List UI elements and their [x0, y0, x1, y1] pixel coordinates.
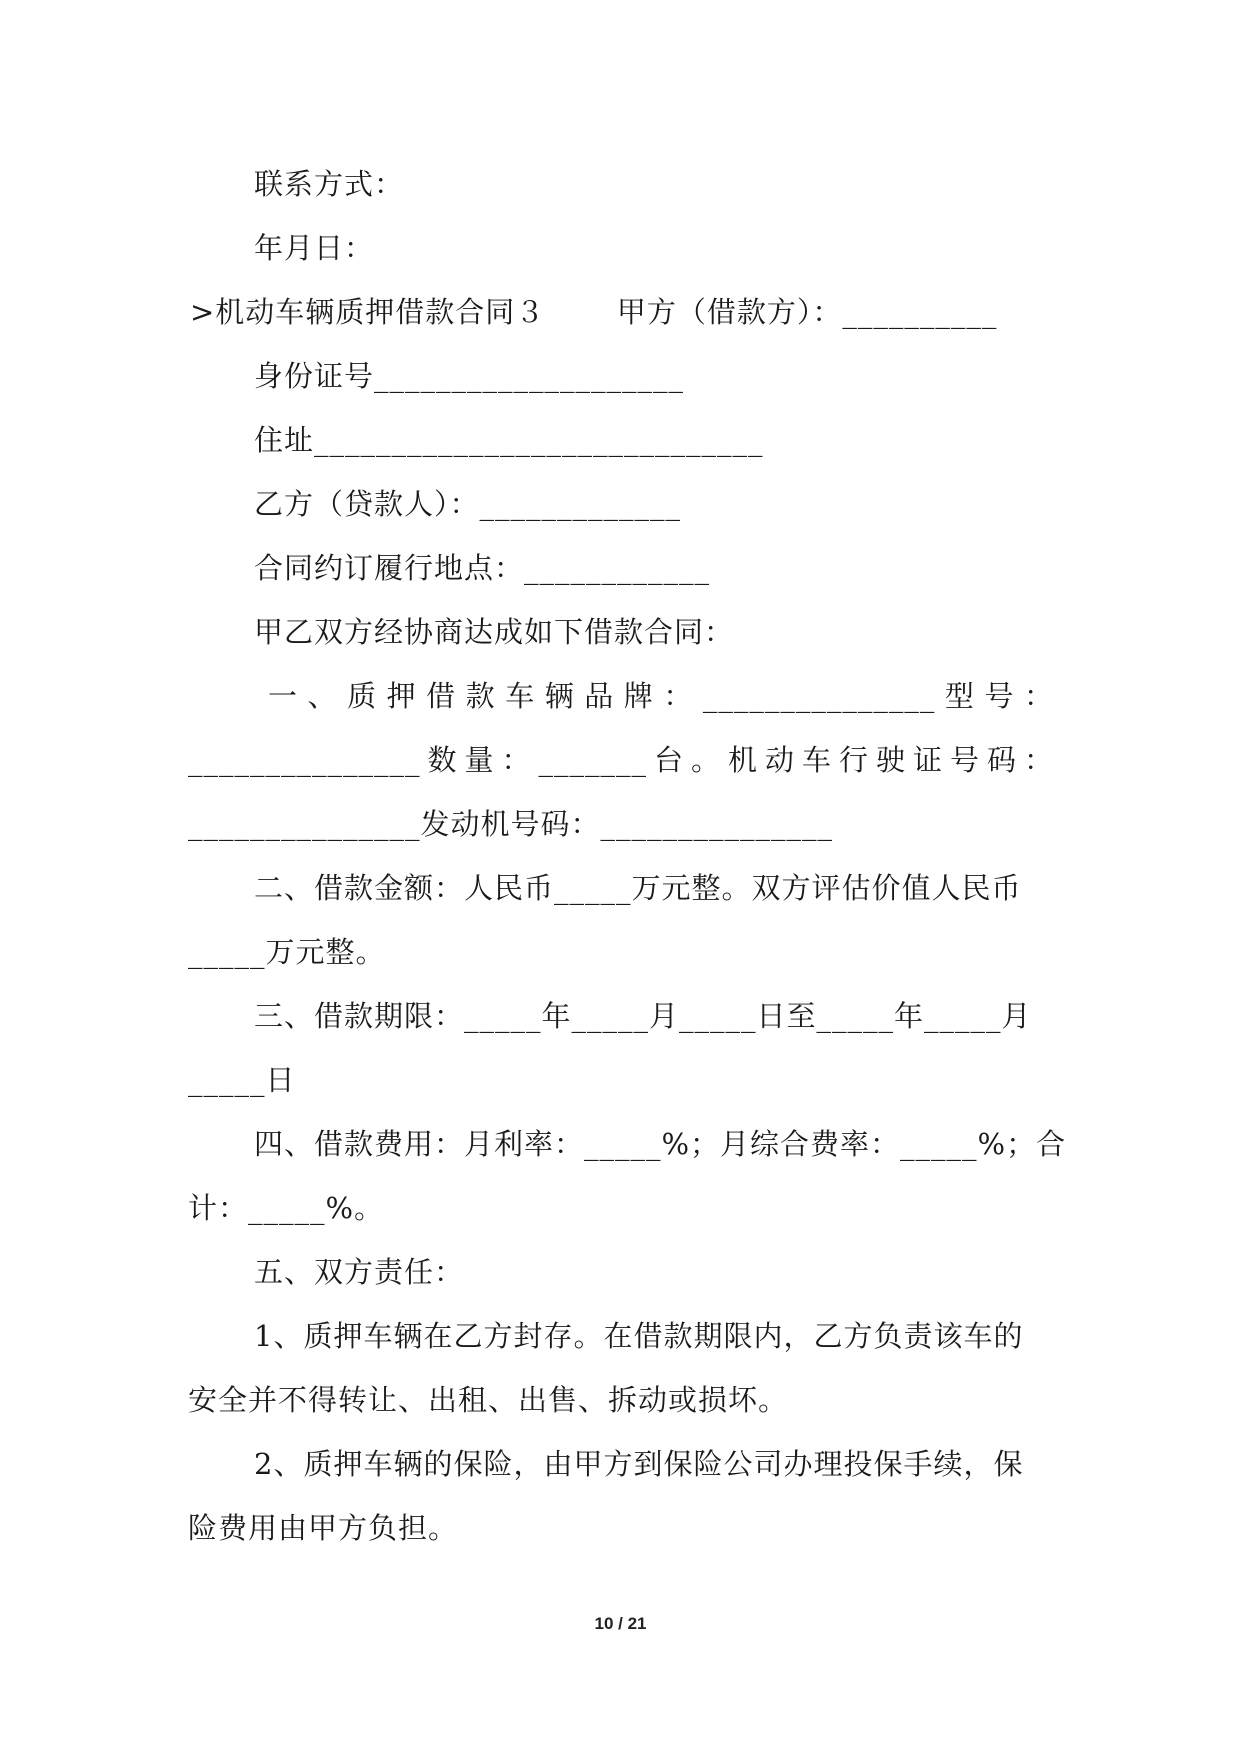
section-heading: >机动车辆质押借款合同３ 甲方（借款方）：__________ [190, 295, 998, 329]
text-line: 1、质押车辆在乙方封存。在借款期限内，乙方负责该车的 [254, 1319, 1024, 1353]
text-line: _____万元整。 [188, 935, 386, 969]
text-line: 三、借款期限：_____年_____月_____日至_____年_____月 [254, 999, 1032, 1033]
text-line: 联系方式： [254, 167, 405, 201]
text-line: 住址_____________________________ [254, 423, 764, 457]
text-line: _____日 [188, 1063, 296, 1097]
text-line: 合同约订履行地点：____________ [254, 551, 711, 585]
text-line: 四、借款费用：月利率：_____%；月综合费率：_____%；合 [254, 1127, 1067, 1161]
text-line: 一、质押借款车辆品牌：_______________型号： [268, 679, 1054, 713]
text-line: 五、双方责任： [254, 1255, 465, 1289]
page-number: 10 / 21 [594, 1614, 647, 1633]
text-line: _______________发动机号码：_______________ [188, 807, 834, 841]
text-line: _______________数量：_______台。机动车行驶证号码： [188, 743, 1054, 777]
text-line: 计：_____%。 [188, 1191, 385, 1225]
text-line: 2、质押车辆的保险，由甲方到保险公司办理投保手续，保 [254, 1447, 1024, 1481]
text-line: 乙方（贷款人）：_____________ [254, 487, 682, 521]
text-line: 甲乙双方经协商达成如下借款合同： [254, 615, 735, 649]
text-line: 年月日： [254, 231, 375, 265]
text-line: 安全并不得转让、出租、出售、拆动或损坏。 [188, 1383, 789, 1417]
text-line: 险费用由甲方负担。 [188, 1511, 459, 1545]
text-line: 身份证号____________________ [254, 359, 685, 393]
text-line: 二、借款金额：人民币_____万元整。双方评估价值人民币 [254, 871, 1022, 905]
